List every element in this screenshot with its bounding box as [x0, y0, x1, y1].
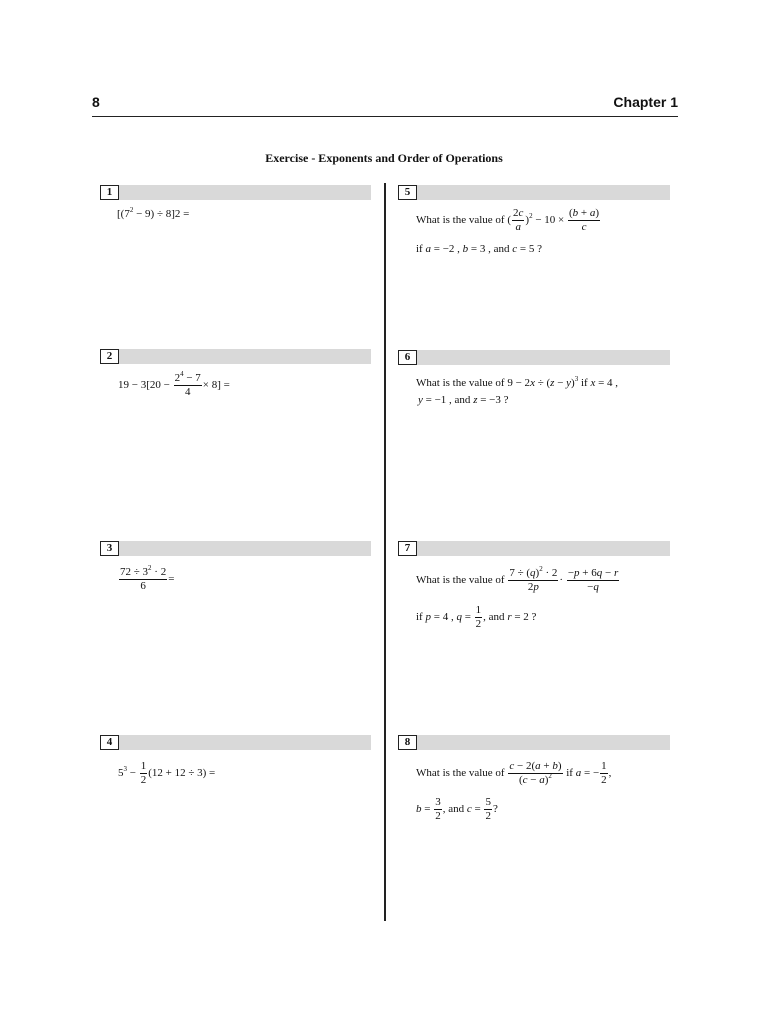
problem-number-5: 5	[398, 185, 417, 200]
chapter-label: Chapter 1	[613, 94, 678, 110]
problem-number-8: 8	[398, 735, 417, 750]
problem-bar-1	[100, 185, 371, 200]
exercise-title: Exercise - Exponents and Order of Operations	[265, 151, 503, 165]
column-divider	[384, 183, 386, 921]
page-number: 8	[92, 94, 100, 110]
problem-bar-6	[398, 350, 670, 365]
problem-number-6: 6	[398, 350, 417, 365]
problem-6-condition: y = −1 , and z = −3 ?	[418, 394, 509, 406]
problem-1-expression: $[(7^2 - 9) \div 8]2$ =	[117, 206, 190, 220]
header-rule	[92, 116, 678, 117]
problem-8-expression: What is the value of $\frac{c - 2(a + b)}{(c - a)^2}$ if a = − $\frac{1}{2}$ ,	[416, 760, 612, 786]
problem-8-condition: b = $\frac{3}{2}$ , and c = $\frac{5}{2}$ ?	[416, 796, 498, 822]
problem-number-4: 4	[100, 735, 119, 750]
problem-number-2: 2	[100, 349, 119, 364]
problem-3-expression: $\frac{72 \div 3^2 \cdot 2}{6}$ =	[120, 564, 175, 592]
problem-number-7: 7	[398, 541, 417, 556]
problem-7-lead: What is the value of	[416, 574, 505, 587]
problem-7-condition: if p = 4 , q = $\frac{1}{2}$ , and r = 2 ?	[416, 604, 537, 630]
problem-number-1: 1	[100, 185, 119, 200]
problem-5-expression: What is the value of ( $\frac{2c}{a}$ )$^2$ − 10 × $\frac{(b + a)}{c}$	[416, 207, 600, 233]
problem-bar-2	[100, 349, 371, 364]
problem-bar-5	[398, 185, 670, 200]
problem-number-3: 3	[100, 541, 119, 556]
problem-5-lead: What is the value of	[416, 214, 505, 227]
problem-bar-4	[100, 735, 371, 750]
problem-4-expression: $5^3$ − $\frac{1}{2}$ (12 + 12 ÷ 3) =	[118, 760, 216, 786]
problem-8-lead: What is the value of	[416, 767, 505, 780]
problem-6-expression: What is the value of $9 - 2x \div (z - y)^3$ if x = 4 ,	[416, 375, 619, 389]
problem-5-condition: if a = −2 , b = 3 , and c = 5 ?	[416, 243, 542, 255]
problem-bar-8	[398, 735, 670, 750]
problem-2-expression: 19 − 3[20 − $\frac{2^4 - 7}{4}$ × 8] =	[118, 370, 230, 398]
problem-6-lead: What is the value of	[416, 377, 505, 389]
problem-7-expression: What is the value of $\frac{7 \div (q)^2 \cdot 2}{2p}$ · $\frac{-p + 6q - r}{-q}$	[416, 565, 619, 593]
problem-bar-7	[398, 541, 670, 556]
problem-bar-3	[100, 541, 371, 556]
